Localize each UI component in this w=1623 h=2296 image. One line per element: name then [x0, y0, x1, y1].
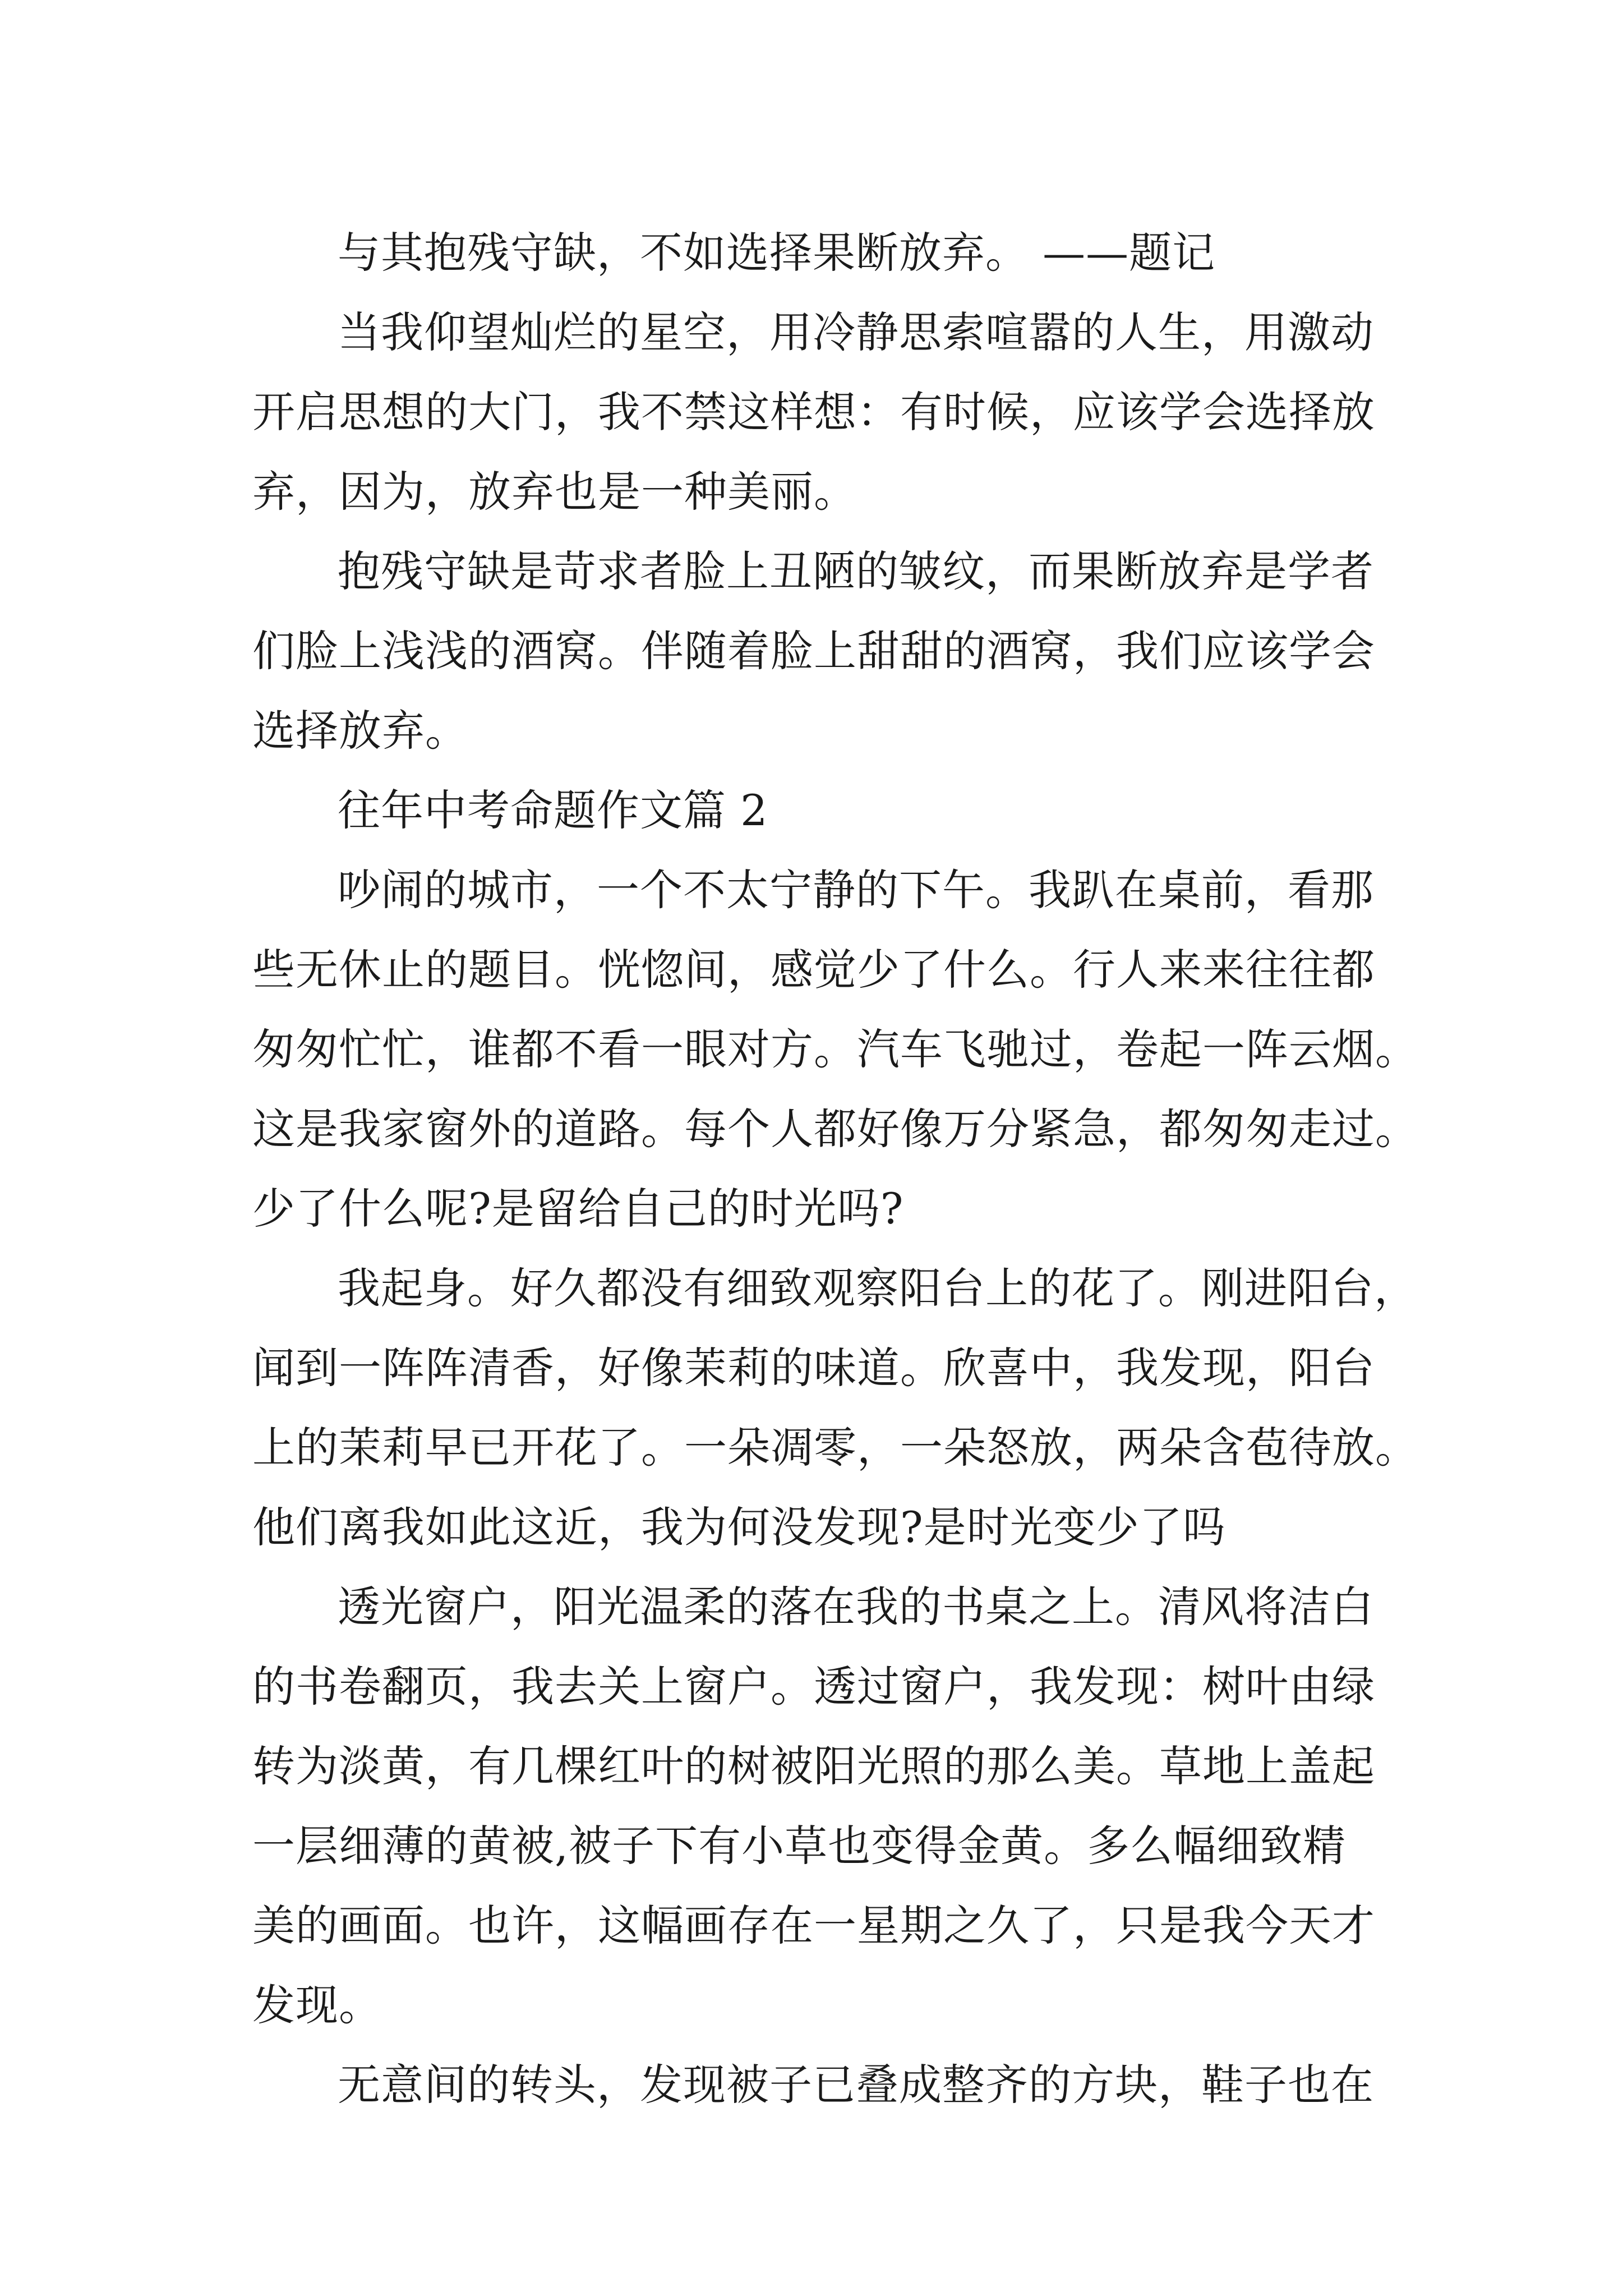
text-line: 转为淡黄，有几棵红叶的树被阳光照的那么美。草地上盖起	[252, 1741, 1375, 1791]
text-line: 匆匆忙忙，谁都不看一眼对方。汽车飞驰过，卷起一阵云烟。	[252, 1024, 1418, 1074]
text-line: 上的茉莉早已开花了。一朵凋零，一朵怒放，两朵含苞待放。	[252, 1423, 1418, 1473]
text-line: 吵闹的城市，一个不太宁静的下午。我趴在桌前，看那	[338, 865, 1374, 915]
paragraph-p3	[252, 850, 1418, 1249]
text-line: 们脸上浅浅的酒窝。伴随着脸上甜甜的酒窝，我们应该学会	[252, 626, 1375, 676]
text-line: 这是我家窗外的道路。每个人都好像万分紧急，都匆匆走过。	[252, 1104, 1418, 1154]
text-line: 透光窗户，阳光温柔的落在我的书桌之上。清风将洁白	[338, 1582, 1374, 1632]
paragraph-p1	[252, 293, 1391, 532]
text-line: 些无休止的题目。恍惚间，感觉少了什么。行人来来往往都	[252, 945, 1375, 995]
text-line: 当我仰望灿烂的星空，用冷静思索喧嚣的人生，用激动	[338, 307, 1374, 357]
text-line: 往年中考命题作文篇 2	[338, 785, 768, 835]
text-line: 弃，因为，放弃也是一种美丽。	[252, 467, 857, 517]
text-line: 选择放弃。	[252, 706, 468, 756]
paragraph-p4	[252, 1249, 1418, 1567]
text-line: 少了什么呢?是留给自己的时光吗?	[252, 1184, 904, 1234]
text-line: 与其抱残守缺，不如选择果断放弃。 ——题记	[338, 228, 1216, 278]
document-page	[252, 213, 1418, 2125]
text-line: 闻到一阵阵清香，好像茉莉的味道。欣喜中，我发现，阳台	[252, 1343, 1375, 1393]
text-line: 无意间的转头，发现被子已叠成整齐的方块，鞋子也在	[338, 2060, 1374, 2110]
paragraph-p2	[252, 532, 1391, 771]
text-line: 美的画面。也许，这幅画存在一星期之久了，只是我今天才	[252, 1901, 1375, 1950]
text-line: 他们离我如此这近，我为何没发现?是时光变少了吗	[252, 1502, 1226, 1552]
paragraph-p5	[252, 1567, 1391, 2045]
paragraph-epigraph	[252, 213, 1391, 293]
text-line: 开启思想的大门，我不禁这样想：有时候，应该学会选择放	[252, 387, 1375, 437]
text-line: 我起身。好久都没有细致观察阳台上的花了。刚进阳台，	[338, 1263, 1417, 1313]
text-line: 抱残守缺是苛求者脸上丑陋的皱纹，而果断放弃是学者	[338, 546, 1374, 596]
paragraph-p6	[252, 2045, 1391, 2125]
text-line: 发现。	[252, 1980, 382, 2030]
paragraph-heading	[252, 771, 1391, 850]
text-line: 的书卷翻页，我去关上窗户。透过窗户，我发现：树叶由绿	[252, 1662, 1375, 1711]
text-line: 一层细薄的黄被,被子下有小草也变得金黄。多么幅细致精	[252, 1821, 1347, 1871]
